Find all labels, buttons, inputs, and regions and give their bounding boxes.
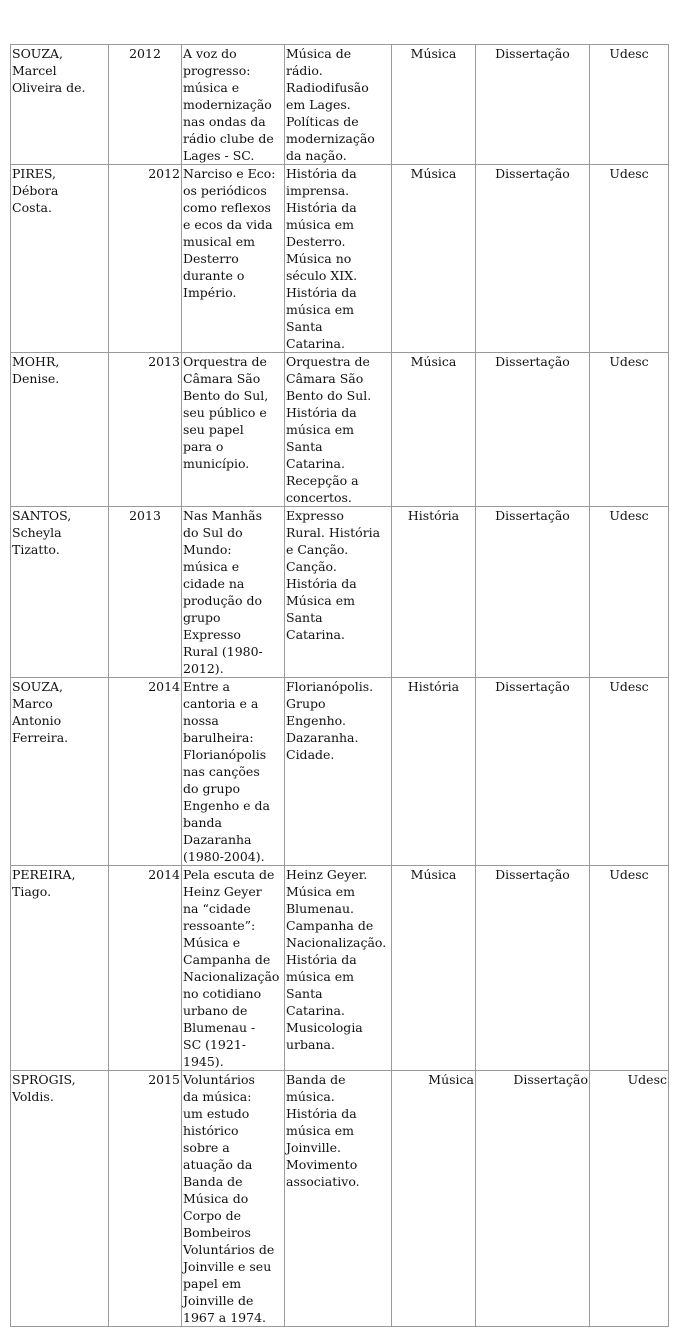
type-cell: Dissertação xyxy=(476,353,590,507)
area-cell: Música xyxy=(392,165,476,353)
title-cell: Voluntários da música: um estudo histórico sobre a atuação da Banda de Música do Corpo de Bombeiros Voluntários de Joinville e seu papel em Joinville de 1967 a 1974. xyxy=(182,1071,285,1327)
title-cell: Orquestra de Câmara São Bento do Sul, seu público e seu papel para o município. xyxy=(182,353,285,507)
type-cell: Dissertação xyxy=(476,45,590,165)
author-cell: SANTOS, Scheyla Tizatto. xyxy=(11,507,109,678)
table-row xyxy=(11,678,669,866)
table-row xyxy=(11,165,669,353)
area-cell: Música xyxy=(392,45,476,165)
institution-cell: Udesc xyxy=(590,165,669,353)
area-cell: Música xyxy=(392,866,476,1071)
title-cell: Pela escuta de Heinz Geyer na “cidade ressoante”: Música e Campanha de Nacionalização no cotidiano urbano de Blumenau - SC (1921- 1945). xyxy=(182,866,285,1071)
keywords-cell: Florianópolis. Grupo Engenho. Dazaranha. Cidade. xyxy=(285,678,392,866)
title-cell: A voz do progresso: música e modernização nas ondas da rádio clube de Lages - SC. xyxy=(182,45,285,165)
table-row xyxy=(11,353,669,507)
table-row xyxy=(11,507,669,678)
author-cell: PIRES, Débora Costa. xyxy=(11,165,109,353)
institution-cell: Udesc xyxy=(590,45,669,165)
type-cell: Dissertação xyxy=(476,1071,590,1327)
keywords-cell: Música de rádio. Radiodifusão em Lages. Políticas de modernização da nação. xyxy=(285,45,392,165)
author-cell: SPROGIS, Voldis. xyxy=(11,1071,109,1327)
year-cell: 2015 xyxy=(109,1071,182,1327)
keywords-cell: Banda de música. História da música em Joinville. Movimento associativo. xyxy=(285,1071,392,1327)
type-cell: Dissertação xyxy=(476,678,590,866)
table-row xyxy=(11,45,669,165)
year-cell: 2012 xyxy=(109,165,182,353)
author-cell: SOUZA, Marcel Oliveira de. xyxy=(11,45,109,165)
keywords-cell: Heinz Geyer. Música em Blumenau. Campanha de Nacionalização. História da música em Santa Catarina. Musicologia urbana. xyxy=(285,866,392,1071)
area-cell: História xyxy=(392,678,476,866)
institution-cell: Udesc xyxy=(590,866,669,1071)
table-row xyxy=(11,866,669,1071)
keywords-cell: História da imprensa. História da música em Desterro. Música no século XIX. História da música em Santa Catarina. xyxy=(285,165,392,353)
area-cell: Música xyxy=(392,1071,476,1327)
keywords-cell: Orquestra de Câmara São Bento do Sul. História da música em Santa Catarina. Recepção a concertos. xyxy=(285,353,392,507)
area-cell: História xyxy=(392,507,476,678)
keywords-cell: Expresso Rural. História e Canção. Canção. História da Música em Santa Catarina. xyxy=(285,507,392,678)
table-row xyxy=(11,1071,669,1327)
year-cell: 2014 xyxy=(109,678,182,866)
year-cell: 2012 xyxy=(109,45,182,165)
type-cell: Dissertação xyxy=(476,507,590,678)
year-cell: 2013 xyxy=(109,353,182,507)
area-cell: Música xyxy=(392,353,476,507)
type-cell: Dissertação xyxy=(476,165,590,353)
institution-cell: Udesc xyxy=(590,678,669,866)
type-cell: Dissertação xyxy=(476,866,590,1071)
title-cell: Narciso e Eco: os periódicos como reflexos e ecos da vida musical em Desterro durante o Império. xyxy=(182,165,285,353)
author-cell: MOHR, Denise. xyxy=(11,353,109,507)
title-cell: Nas Manhãs do Sul do Mundo: música e cidade na produção do grupo Expresso Rural (1980- 2012). xyxy=(182,507,285,678)
institution-cell: Udesc xyxy=(590,507,669,678)
institution-cell: Udesc xyxy=(590,1071,669,1327)
theses-table xyxy=(10,44,669,1327)
title-cell: Entre a cantoria e a nossa barulheira: Florianópolis nas canções do grupo Engenho e da banda Dazaranha (1980-2004). xyxy=(182,678,285,866)
author-cell: PEREIRA, Tiago. xyxy=(11,866,109,1071)
author-cell: SOUZA, Marco Antonio Ferreira. xyxy=(11,678,109,866)
year-cell: 2013 xyxy=(109,507,182,678)
year-cell: 2014 xyxy=(109,866,182,1071)
institution-cell: Udesc xyxy=(590,353,669,507)
